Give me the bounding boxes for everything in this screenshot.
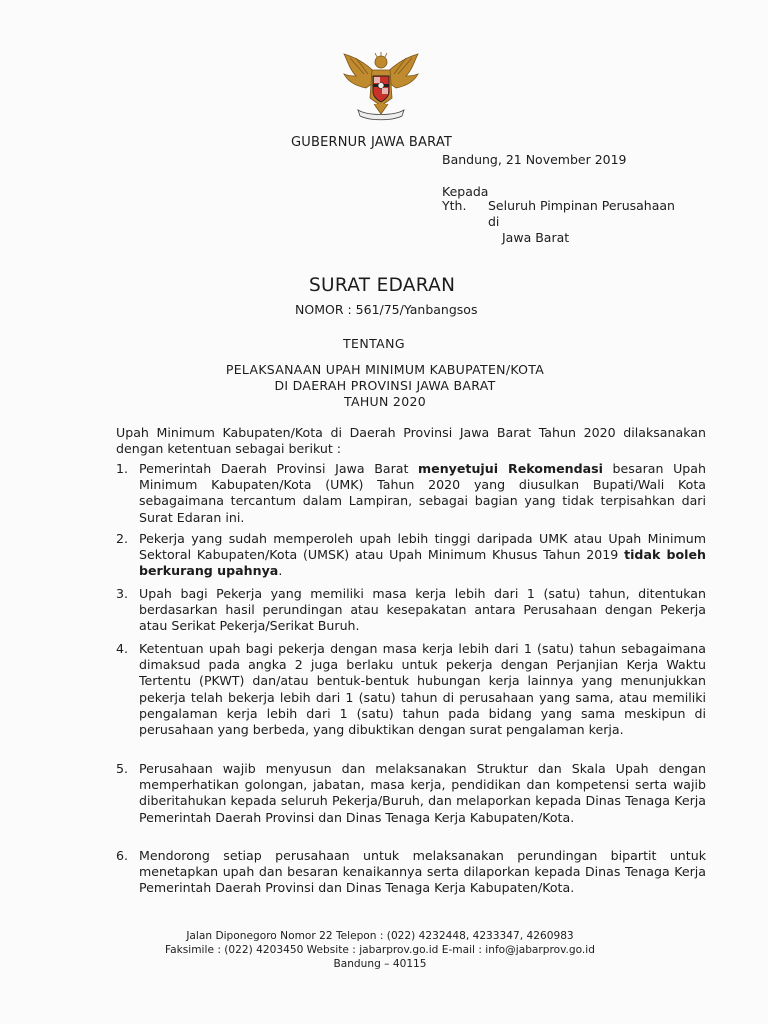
item-number: 3. [116, 586, 129, 601]
item-text: Mendorong setiap perusahaan untuk melaksanakan perundingan bipartit untuk menetapkan upah dan besaran kenaikannya serta dilaporkan kepada Dinas Tenaga Kerja Pemerintah Daerah Provinsi dan Dinas Tenaga Kerja Kabupaten/Kota. [139, 848, 706, 896]
item-number: 6. [116, 848, 129, 863]
document-number: NOMOR : 561/75/Yanbangsos [295, 302, 478, 317]
about-label: TENTANG [343, 336, 405, 351]
list-item [116, 641, 706, 738]
garuda-emblem-icon [336, 46, 426, 126]
di-label: di [488, 214, 500, 229]
place-date: Bandung, 21 November 2019 [442, 152, 627, 167]
subject-line: PELAKSANAAN UPAH MINIMUM KABUPATEN/KOTA [225, 362, 545, 377]
institution-name: GUBERNUR JAWA BARAT [291, 135, 453, 150]
item-text: Upah bagi Pekerja yang memiliki masa kerja lebih dari 1 (satu) tahun, ditentukan berdasarkan hasil perundingan atau kesepakatan antara Perusahaan dengan Pekerja atau Serikat Pekerja/Serikat Buruh. [139, 586, 706, 634]
item-text: Ketentuan upah bagi pekerja dengan masa kerja lebih dari 1 (satu) tahun sebagaimana dimaksud pada angka 2 juga berlaku untuk pekerja dengan Perjanjian Kerja Waktu Tertentu (PKWT) dan/atau bentuk-bentuk hubungan kerja lainnya yang menunjukkan pekerja telah bekerja lebih dari 1 (satu) tahun di perusahaan yang sama, atau memiliki pengalaman kerja lebih dari 1 (satu) tahun pada bidang yang sama meskipun di perusahaan yang berbeda, yang dibuktikan dengan surat pengalaman kerja. [139, 641, 706, 738]
item-text: Pekerja yang sudah memperoleh upah lebih tinggi daripada UMK atau Upah Minimum Sektoral Kabupaten/Kota (UMSK) atau Upah Minimum Khusus Tahun 2019 tidak boleh berkurang upahnya. [139, 531, 706, 579]
item-number: 2. [116, 531, 129, 546]
yth-label: Yth. [442, 198, 467, 213]
list-item [116, 761, 706, 826]
item-text: Perusahaan wajib menyusun dan melaksanakan Struktur dan Skala Upah dengan memperhatikan golongan, jabatan, masa kerja, pendidikan dan kompetensi serta wajib diberitahukan kepada seluruh Pekerja/Buruh, dan melaporkan kepada Dinas Tenaga Kerja Pemerintah Daerah Provinsi dan Dinas Tenaga Kerja Kabupaten/Kota. [139, 761, 706, 825]
subject-line: DI DAERAH PROVINSI JAWA BARAT [274, 378, 496, 393]
item-number: 4. [116, 641, 129, 656]
item-number: 5. [116, 761, 129, 776]
document-subject [150, 362, 620, 410]
footer-address: Jalan Diponegoro Nomor 22 Telepon : (022) 4232448, 4233347, 4260983 [186, 930, 574, 942]
to-label: Kepada [442, 184, 489, 199]
footer-city: Bandung – 40115 [333, 958, 427, 970]
subject-line: TAHUN 2020 [344, 394, 426, 409]
list-item [116, 531, 706, 580]
recipient: Seluruh Pimpinan Perusahaan [488, 198, 675, 213]
footer-contacts: Faksimile : (022) 4203450 Website : jabarprov.go.id E-mail : info@jabarprov.go.id [165, 944, 595, 956]
item-number: 1. [116, 461, 129, 476]
document-title: SURAT EDARAN [309, 275, 456, 296]
list-item [116, 461, 706, 526]
recipient-location: Jawa Barat [502, 230, 570, 245]
list-item [116, 848, 706, 897]
letterhead-footer [120, 929, 640, 971]
item-text: Pemerintah Daerah Provinsi Jawa Barat menyetujui Rekomendasi besaran Upah Minimum Kabupaten/Kota (UMK) Tahun 2020 yang diusulkan Bupati/Wali Kota sebagaimana tercantum dalam Lampiran, sebagai bagian yang tidak terpisahkan dari Surat Edaran ini. [139, 461, 707, 525]
intro-paragraph: Upah Minimum Kabupaten/Kota di Daerah Provinsi Jawa Barat Tahun 2020 dilaksanakan dengan ketentuan sebagai berikut : [116, 425, 706, 457]
list-item [116, 586, 706, 635]
